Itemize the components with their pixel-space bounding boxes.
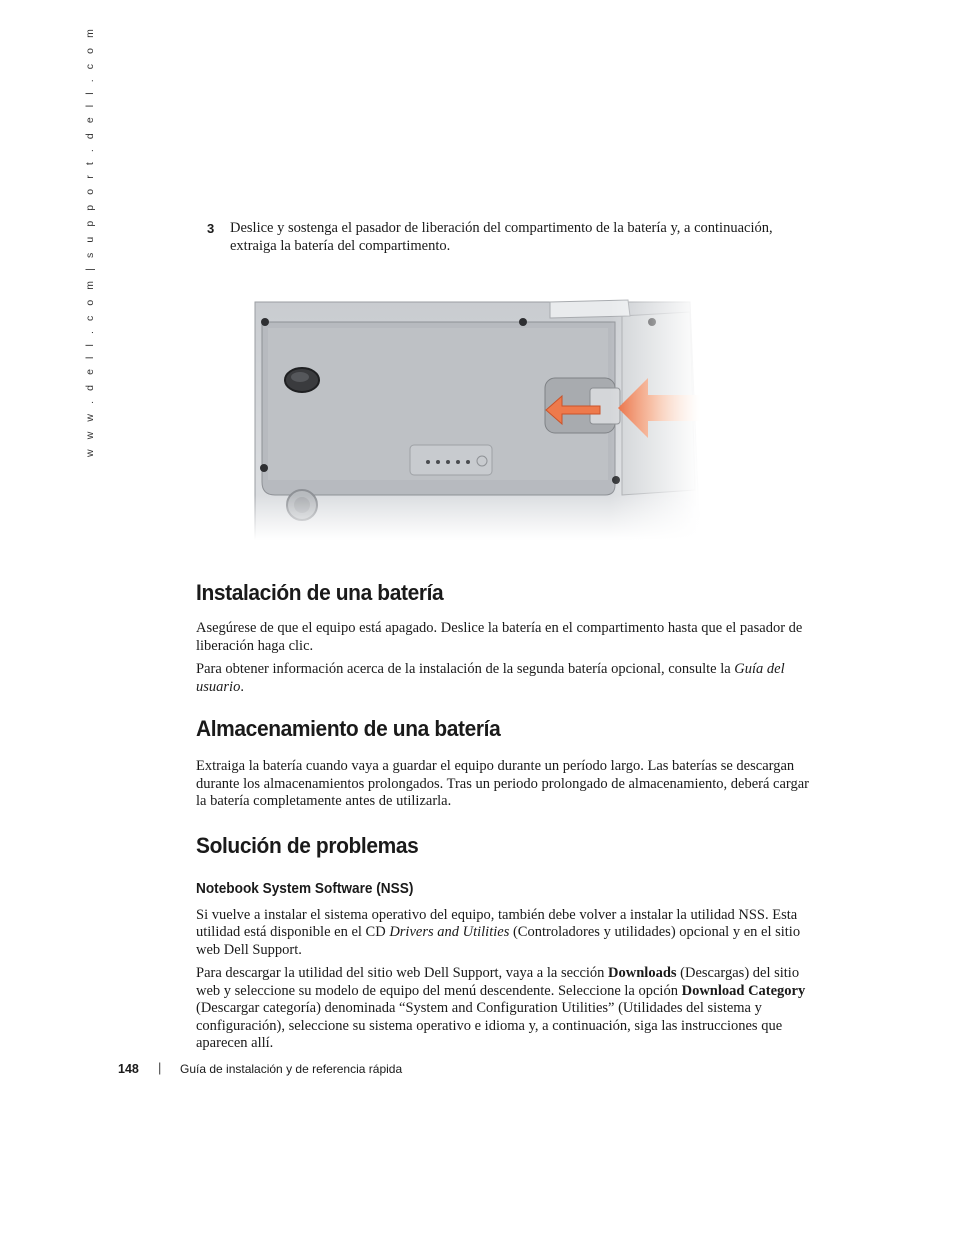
install-paragraph-1: Asegúrese de que el equipo está apagado. Deslice la batería en el compartimento hasta que el pasador de liberación haga clic. [196,620,803,654]
storage-paragraph-1: Extraiga la batería cuando vaya a guardar el equipo durante un período largo. Las baterías se descargan durante los almacenamientos prolongados. Tras un periodo prolongado de almacenamiento, deberá cargar la batería completamente antes de utilizarla. [196,758,809,809]
nss-paragraph-1: Si vuelve a instalar el sistema operativo del equipo, también debe volver a instalar la utilidad NSS. Esta utilidad está disponible en el CD Drivers and Utilities (Controladores y utilidades) opcional y en el sitio web Dell Support. [196,906,801,958]
install-paragraph-2: Para obtener información acerca de la instalación de la segunda batería opcional, consulte la Guía del usuario. [196,661,785,695]
page-number: 148 [118,1062,139,1076]
drivers-cd-reference: Drivers and Utilities [389,924,510,940]
main-content [196,580,821,1053]
footer-guide-title: Guía de instalación y de referencia rápida [180,1062,403,1076]
battery-removal-illustration [250,290,700,540]
download-category-term: Download Category [681,982,806,999]
side-url-text: w w w . d e l l . c o m | s u p p o r t . d e l l . c o m [84,25,96,457]
section-title-install: Instalación de una batería [196,580,444,605]
section-title-troubleshoot: Solución de problemas [196,832,419,858]
subsection-title-nss: Notebook System Software (NSS) [196,880,414,897]
nss-paragraph-2: Para descargar la utilidad del sitio web Dell Support, vaya a la sección Downloads (Descargas) del sitio web y seleccione su modelo de equipo del menú descendente. Seleccione la opción Download Category (Descargar categoría) denominada “System and Configuration Utilities” (Utilidades del sistema y configuración), seleccione su sistema operativo e idioma y, a continuación, siga las instrucciones que aparecen allí. [196,965,806,1051]
battery-illustration-svg [250,290,700,540]
footer-separator: | [158,1060,162,1075]
step-number: 3 [207,221,215,236]
user-guide-reference: Guía del usuario [196,661,785,695]
step-text: Deslice y sostenga el pasador de liberación del compartimento de la batería y, a continuación, extraiga la batería del compartimento. [230,220,773,254]
downloads-term: Downloads [608,965,677,981]
step-3 [207,220,817,255]
section-title-storage: Almacenamiento de una batería [196,716,501,741]
